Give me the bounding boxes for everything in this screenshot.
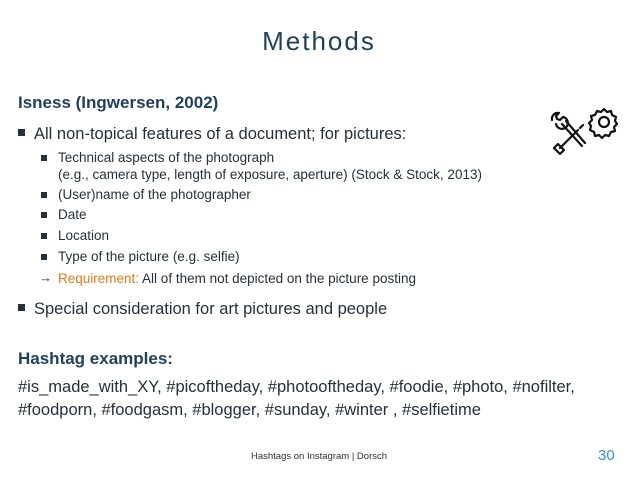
arrow-right-icon: → [39, 270, 52, 285]
special-bullet-text: Special consideration for art pictures and people [34, 300, 388, 318]
requirement-line [39, 270, 416, 286]
bullet-square-icon [41, 233, 47, 239]
requirement-label: Requirement: [58, 271, 140, 286]
bullet-square-icon [18, 304, 25, 311]
sub-bullet-text: Technical aspects of the photograph [58, 150, 275, 165]
bullet-square-icon [41, 254, 47, 260]
tools-gear-icon [548, 100, 620, 160]
sub-bullet-text: Type of the picture (e.g. selfie) [58, 249, 240, 264]
sub-bullet-username [58, 187, 251, 202]
hashtag-heading: Hashtag examples: [18, 349, 173, 368]
sub-bullet-text: (User)name of the photographer [58, 187, 251, 202]
sub-bullet-text: (e.g., camera type, length of exposure, aperture) (Stock & Stock, 2013) [58, 167, 482, 182]
bullet-square-icon [18, 129, 25, 136]
requirement-text: All of them not depicted on the picture posting [139, 271, 416, 286]
hashtag-line-1: #is_made_with_XY, #picoftheday, #photooftheday, #foodie, #photo, #nofilter, [18, 378, 575, 396]
bullet-square-icon [41, 212, 47, 218]
special-bullet [18, 300, 387, 319]
sub-bullet-date [58, 207, 87, 222]
bullet-square-icon [41, 155, 47, 161]
sub-bullet-technical [58, 150, 274, 165]
page-number: 30 [598, 447, 615, 464]
sub-bullet-type [58, 249, 240, 264]
bullet-square-icon [41, 192, 47, 198]
slide-title: Methods [262, 26, 376, 56]
sub-bullet-text: Date [58, 207, 87, 222]
sub-bullet-location [58, 228, 109, 243]
hashtag-examples [18, 376, 628, 422]
main-bullet [18, 125, 406, 144]
footer-text: Hashtags on Instagram | Dorsch [250, 451, 388, 462]
sub-bullet-technical-cont [58, 167, 482, 182]
main-bullet-text: All non-topical features of a document; for pictures: [34, 125, 407, 143]
hashtag-line-2: #foodporn, #foodgasm, #blogger, #sunday, #winter , #selfietime [18, 401, 481, 419]
isness-heading: Isness (Ingwersen, 2002) [18, 93, 219, 112]
sub-bullet-text: Location [58, 228, 110, 243]
